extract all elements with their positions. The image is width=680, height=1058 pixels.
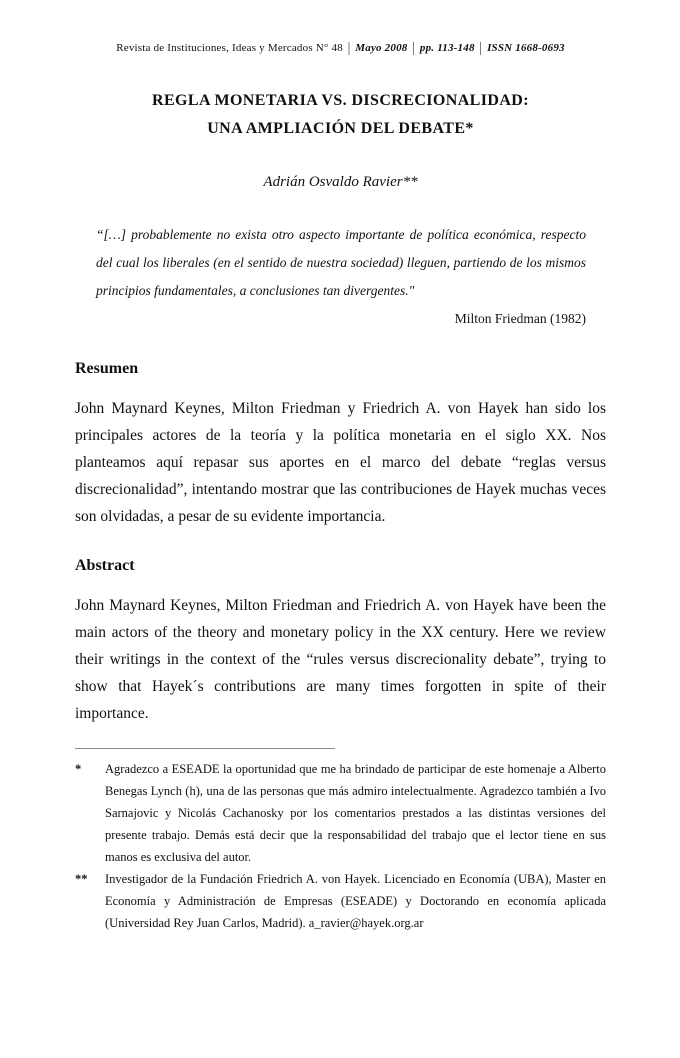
journal-name: Revista de Instituciones, Ideas y Mercados N° 48 [116,42,343,54]
footnote-item [75,868,606,934]
footnote-text: Agradezco a ESEADE la oportunidad que me ha brindado de participar de este homenaje a Alberto Benegas Lynch (h), una de las personas que más admiro intelectualmente. Agradezco también a Ivo Sarnajovic y Nicolás Cachanosky por los comentarios prestados a las distintas versiones del presente trabajo. Demás está decir que la responsabilidad del trabajo que el lector tiene en sus manos es exclusiva del autor. [105,762,606,864]
author-name: Adrián Osvaldo Ravier** [263,174,418,190]
header-separator: | [479,40,483,56]
header-separator: | [412,40,415,56]
journal-date: Mayo 2008 [355,42,408,54]
journal-issn: ISSN 1668-0693 [487,42,565,54]
journal-header [75,42,606,54]
footnote-item [75,758,606,868]
footnote-section [75,748,606,934]
footnote-divider [75,748,335,749]
footnote-text: Investigador de la Fundación Friedrich A. von Hayek. Licenciado en Economía (UBA), Master en Economía y Administración de Empresas (ESEADE) y Doctorando en economía aplicada (Universidad Rey Juan Carlos, Madrid). a_ravier@hayek.org.ar [105,872,606,930]
epigraph-quote: “[…] probablemente no exista otro aspecto importante de política económica, respecto del cual los liberales (en el sentido de nuestra sociedad) lleguen, partiendo de los mismos principios fundamentales, a conclusiones tan divergentes." [96,227,586,298]
resumen-heading: Resumen [75,360,139,377]
journal-pages: pp. 113-148 [419,42,475,54]
resumen-paragraph: John Maynard Keynes, Milton Friedman y Friedrich A. von Hayek han sido los principales actores de la teoría y la política monetaria en el siglo XX. Nos planteamos aquí repasar sus aportes en el marco del debate “reglas versus discrecionalidad”, intentando mostrar que las contribuciones de Hayek muchas veces son olvidadas, a pesar de su evidente importancia. [75,400,606,525]
header-separator: | [347,40,351,56]
epigraph-attribution: Milton Friedman (1982) [454,311,586,326]
abstract-paragraph: John Maynard Keynes, Milton Friedman and Friedrich A. von Hayek have been the main actors of the theory and monetary policy in the XX century. Here we review their writings in the context of the “rules versus discrecionality debate”, trying to show that Hayek´s contributions are many times forgotten in spite of their importance. [75,597,606,722]
footnote-marker: ** [75,872,88,886]
paper-title [75,87,606,143]
paper-title-line1: REGLA MONETARIA VS. DISCRECIONALIDAD: [152,92,529,109]
paper-title-line2: UNA AMPLIACIÓN DEL DEBATE* [207,120,474,137]
footnote-marker: * [75,762,82,776]
abstract-heading: Abstract [75,557,135,574]
